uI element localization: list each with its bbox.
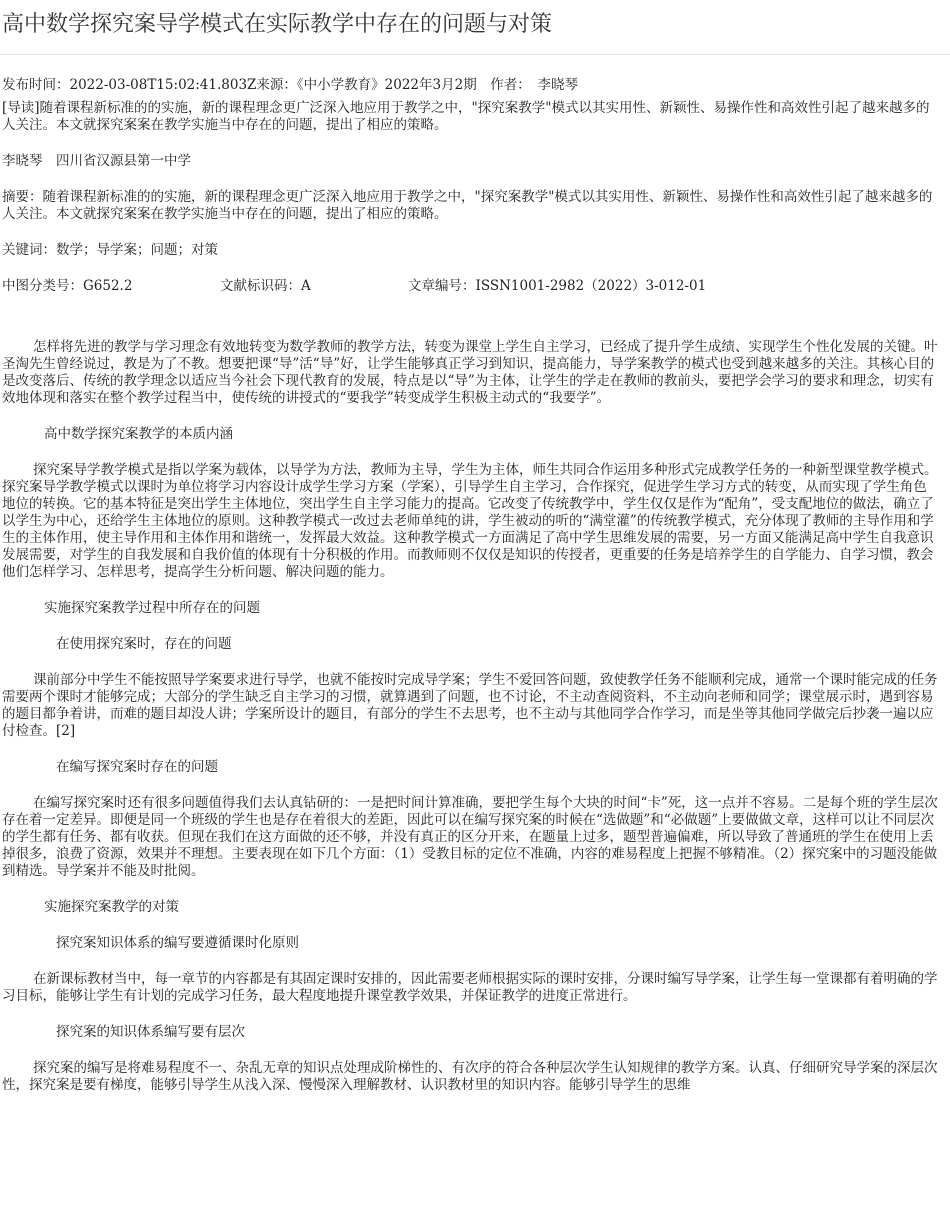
- subsection-heading-2-2: 在编写探究案时存在的问题: [56, 759, 218, 775]
- intro-paragraph: [导读]随着课程新标准的的实施，新的课程理念更广泛深入地应用于教学之中，"探究案教学"模式以其实用性、新颖性、易操作性和高效性引起了越来越多的人关注。本文就探究案案在教学实施当中存在的问题，提出了相应的策略。: [2, 100, 930, 133]
- classification-line: [0, 278, 950, 295]
- subsection-heading-3-1: 探究案知识体系的编写要遵循课时化原则: [56, 935, 299, 951]
- section-heading-2: 实施探究案教学过程中所存在的问题: [44, 600, 260, 616]
- author-line: 李晓琴 四川省汉源县第一中学: [2, 153, 191, 169]
- subsection-2-1-paragraph: 课前部分中学生不能按照导学案要求进行导学，也就不能按时完成导学案；学生不爱回答问题，致使教学任务不能顺利完成，通常一个课时能完成的任务需要两个课时才能够完成；大部分的学生缺乏自主学习的习惯，就算遇到了问题，也不讨论，不主动查阅资料，不主动向老师和同学；课堂展示时，遇到容易的题目都争着讲，而难的题目却没人讲；学案所设计的题目，有部分的学生不去思考，也不主动与其他同学合作学习，而是坐等其他同学做完后抄袭一遍以应付检查。[2]: [2, 672, 938, 739]
- article-title: 高中数学探究案导学模式在实际教学中存在的问题与对策: [2, 12, 553, 37]
- abstract-paragraph: 摘要：随着课程新标准的的实施，新的课程理念更广泛深入地应用于教学之中，"探究案教学"模式以其实用性、新颖性、易操作性和高效性引起了越来越多的人关注。本文就探究案案在教学实施当中存在的问题，提出了相应的策略。: [2, 189, 933, 222]
- title-divider: [0, 54, 950, 55]
- document-code: 文献标识码：A: [220, 278, 311, 294]
- section-1-paragraph: 探究案导学教学模式是指以学案为载体，以导学为方法，教师为主导，学生为主体，师生共同合作运用多种形式完成教学任务的一种新型课堂教学模式。探究案导学教学模式以课时为单位将学习内容设计成学生学习方案（学案），引导学生自主学习，合作探究，促进学生学习方式的转变，从而实现了学生角色地位的转换。它的基本特征是突出学生主体地位，突出学生自主学习能力的提高。它改变了传统教学中，学生仅仅是作为“配角”，受支配地位的做法，确立了以学生为中心，还给学生主体地位的原则。这种教学模式一改过去老师单纯的讲，学生被动的听的“满堂灌”的传统教学模式，充分体现了教师的主导作用和学生的主体作用，使主导作用和主体作用和谐统一，发挥最大效益。这种教学模式一方面满足了高中学生思维发展的需要，另一方面又能满足高中学生自我意识发展需要，对学生的自我发展和自我价值的体现有十分积极的作用。而教师则不仅仅是知识的传授者，更重要的任务是培养学生的自学能力、自学习惯，教会他们怎样学习、怎样思考，提高学生分析问题、解决问题的能力。: [2, 462, 938, 580]
- section-heading-3: 实施探究案教学的对策: [44, 899, 179, 915]
- section-heading-1: 高中数学探究案教学的本质内涵: [44, 426, 233, 442]
- publish-meta: 发布时间：2022-03-08T15:02:41.803Z来源：《中小学教育》2022年3月2期 作者： 李晓琴: [2, 77, 578, 93]
- subsection-3-2-paragraph: 探究案的编写是将难易程度不一、杂乱无章的知识点处理成阶梯性的、有次序的符合各种层次学生认知规律的教学方案。认真、仔细研究导学案的深层次性，探究案是要有梯度，能够引导学生从浅入深、慢慢深入理解教材、认识教材里的知识内容。能够引导学生的思维: [2, 1060, 938, 1093]
- subsection-3-1-paragraph: 在新课标教材当中，每一章节的内容都是有其固定课时安排的，因此需要老师根据实际的课时安排，分课时编写导学案，让学生每一堂课都有着明确的学习目标，能够让学生有计划的完成学习任务，最大程度地提升课堂教学效果，并保证教学的进度正常进行。: [2, 971, 938, 1004]
- keywords-line: 关键词：数学；导学案；问题；对策: [2, 242, 218, 258]
- clc-number: 中图分类号：G652.2: [2, 278, 133, 294]
- article-number: 文章编号：ISSN1001-2982（2022）3-012-01: [408, 278, 707, 294]
- intro-body-paragraph: 怎样将先进的教学与学习理念有效地转变为数学教师的教学方法，转变为课堂上学生自主学习，已经成了提升学生成绩、实现学生个性化发展的关键。叶圣淘先生曾经说过，教是为了不教。想要把课“导”活“导”好，让学生能够真正学习到知识，提高能力，导学案教学的模式也受到越来越多的关注。其核心目的是改变落后、传统的教学理念以适应当今社会下现代教育的发展，特点是以“导”为主体，让学生的学走在教师的教前头，要把学会学习的要求和理念，切实有效地体现和落实在整个教学过程当中，使传统的讲授式的“要我学”转变成学生积极主动式的“我要学”。: [2, 339, 938, 406]
- subsection-heading-3-2: 探究案的知识体系编写要有层次: [56, 1024, 245, 1040]
- subsection-heading-2-1: 在使用探究案时，存在的问题: [56, 636, 232, 652]
- subsection-2-2-paragraph: 在编写探究案时还有很多问题值得我们去认真钻研的：一是把时间计算准确，要把学生每个大块的时间“卡”死，这一点并不容易。二是每个班的学生层次存在着一定差异。即便是同一个班级的学生也是存在着很大的差距，因此可以在编写探究案的时候在“选做题”和“必做题”上要做做文章，这样可以让不同层次的学生都有任务、都有收获。但现在我们在这方面做的还不够，并没有真正的区分开来，在题量上过多，题型普遍偏难，所以导致了普通班的学生在使用上丢掉很多，浪费了资源，效果并不理想。主要表现在如下几个方面：（1）受教目标的定位不准确，内容的难易程度上把握不够精准。（2）探究案中的习题没能做到精选。导学案并不能及时批阅。: [2, 795, 938, 879]
